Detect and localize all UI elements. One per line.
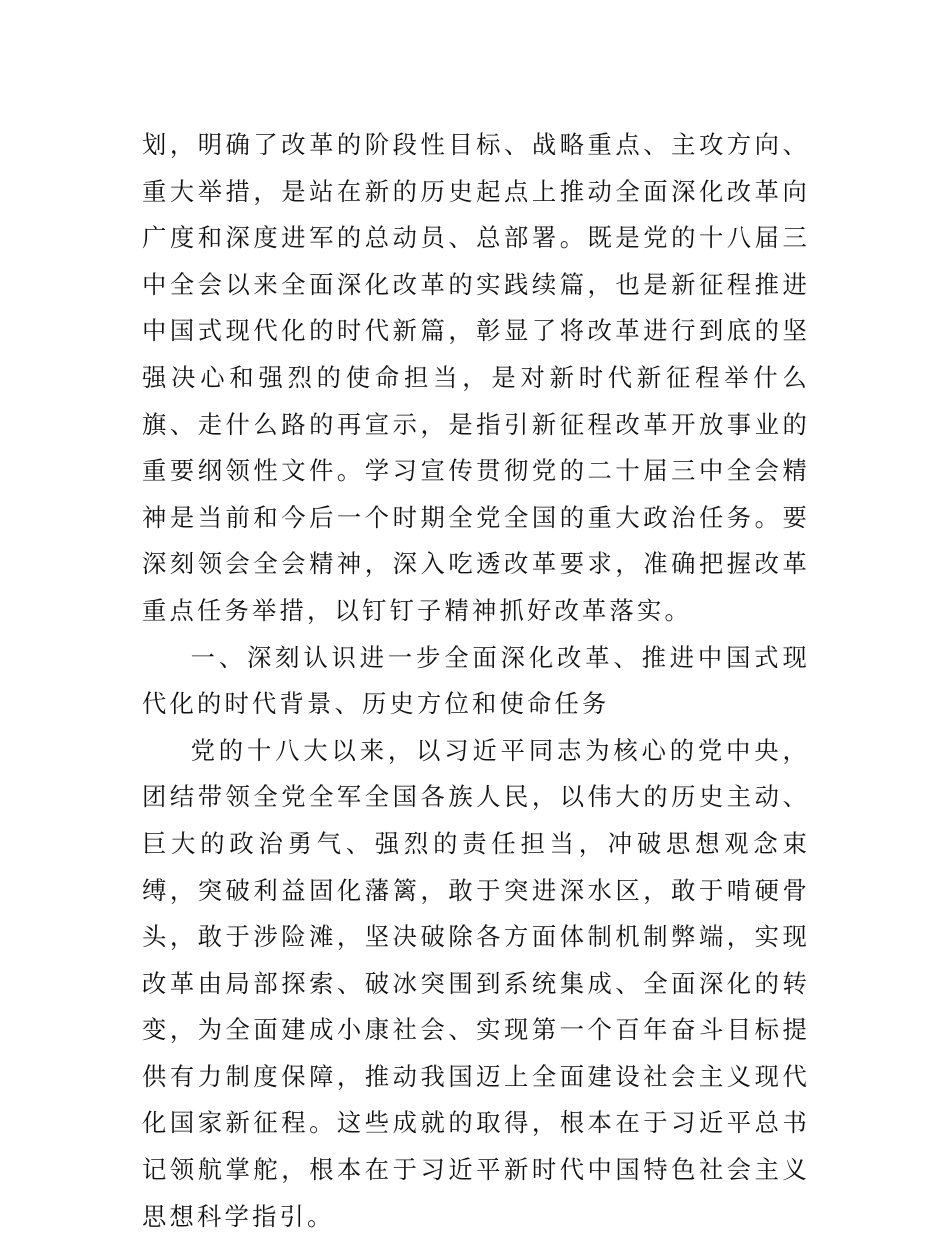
section-heading: 一、深刻认识进一步全面深化改革、推进中国式现代化的时代背景、历史方位和使命任务 bbox=[142, 642, 810, 719]
paragraph-body: 党的十八大以来，以习近平同志为核心的党中央，团结带领全党全军全国各族人民，以伟大的历史主动、巨大的政治勇气、强烈的责任担当，冲破思想观念束缚，突破利益固化藩篱，敢于突进深水区，敢于啃硬骨头，敢于涉险滩，坚决破除各方面体制机制弊端，实现改革由局部探索、破冰突围到系统集成、全面深化的转变，为全面建成小康社会、实现第一个百年奋斗目标提供有力制度保障，推动我国迈上全面建设社会主义现代化国家新征程。这些成就的取得，根本在于习近平总书记领航掌舵，根本在于习近平新时代中国特色社会主义思想科学指引。 bbox=[142, 735, 810, 1231]
document-body bbox=[142, 122, 810, 1240]
paragraph-continuation: 划，明确了改革的阶段性目标、战略重点、主攻方向、重大举措，是站在新的历史起点上推动全面深化改革向广度和深度进军的总动员、总部署。既是党的十八届三中全会以来全面深化改革的实践续篇，也是新征程推进中国式现代化的时代新篇，彰显了将改革进行到底的坚强决心和强烈的使命担当，是对新时代新征程举什么旗、走什么路的再宣示，是指引新征程改革开放事业的重要纲领性文件。学习宣传贯彻党的二十届三中全会精神是当前和今后一个时期全党全国的重大政治任务。要深刻领会全会精神，深入吃透改革要求，准确把握改革重点任务举措，以钉钉子精神抓好改革落实。 bbox=[142, 130, 810, 625]
